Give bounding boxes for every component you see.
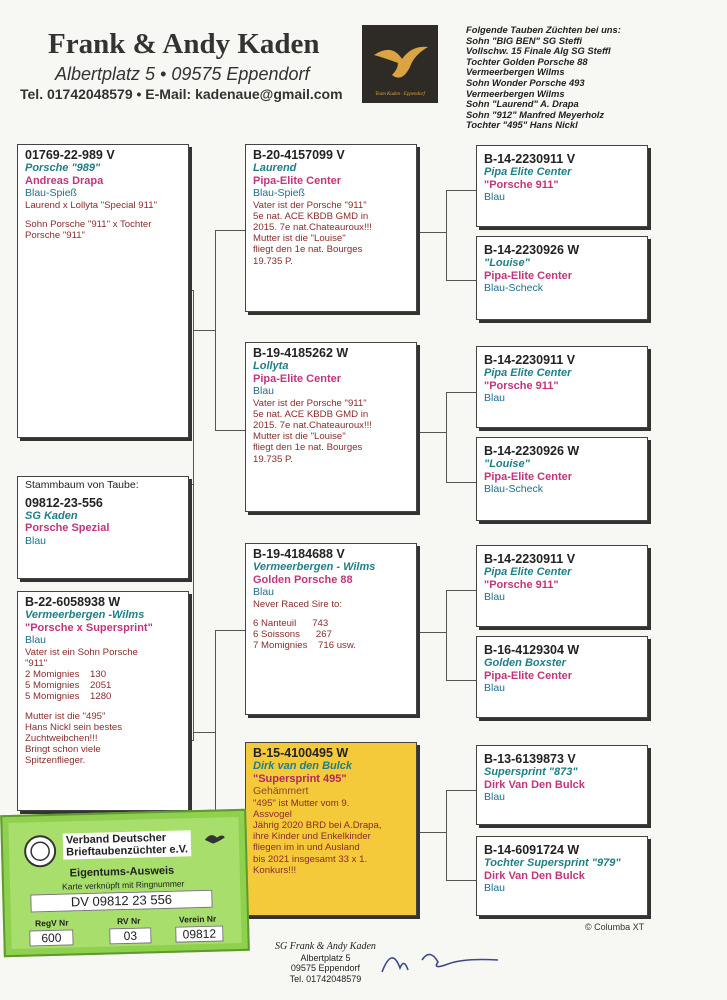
note-line: Sohn "BIG BEN" SG Steffi xyxy=(466,34,583,46)
pigeon-name: SG Kaden xyxy=(25,509,78,522)
description xyxy=(25,647,181,767)
breeder: Dirk Van Den Bulck xyxy=(484,778,585,791)
great-grandparent-card[interactable] xyxy=(476,636,648,718)
pigeon-name: Lollyta xyxy=(253,360,289,372)
note-line: Vollschw. 15 Finale Alg SG Steffl xyxy=(466,45,611,57)
desc-line: Assvogel xyxy=(253,808,292,820)
feather-color: Blau-Scheck xyxy=(484,483,543,495)
breeder: Pipa-Elite Center xyxy=(253,372,342,385)
connector xyxy=(418,432,447,433)
ring-number: B-14-2230926 W xyxy=(484,243,580,257)
description xyxy=(25,200,181,242)
verein-label: Verein Nr xyxy=(178,913,217,925)
feather-color: Blau xyxy=(484,191,506,203)
connector xyxy=(446,880,476,881)
desc-line: fliegt den 1e nat. Bourges xyxy=(253,442,363,454)
stamp-line: Albertplatz 5 xyxy=(300,952,351,963)
connector xyxy=(193,290,194,740)
svg-text:Team Kaden · Eppendorf: Team Kaden · Eppendorf xyxy=(375,92,425,97)
connector xyxy=(446,190,447,280)
breeder: Dirk Van Den Bulck xyxy=(484,869,585,882)
note-line: Vermeerbergen Wilms xyxy=(466,66,565,78)
grandmother-paternal-card[interactable] xyxy=(245,342,417,512)
desc-line: 2015. 7e nat.Chateauroux!!! xyxy=(253,221,372,233)
ring-number: 09812-23-556 xyxy=(25,495,103,510)
breeder: "Supersprint 495" xyxy=(253,772,347,785)
connector xyxy=(193,732,216,733)
desc-line: "495" ist Mutter vom 9. xyxy=(253,797,350,809)
desc-line: Vater ist der Porsche "911" xyxy=(253,397,367,409)
connector xyxy=(446,190,476,191)
ring-number: B-14-6091724 W xyxy=(484,843,580,857)
ring-number: B-20-4157099 V xyxy=(253,148,345,162)
team-logo xyxy=(362,25,438,103)
race-result: 6 Nanteuil 743 xyxy=(253,617,329,629)
rv-field: 03 xyxy=(109,927,151,944)
breeder: "Porsche 911" xyxy=(484,578,559,591)
great-grandparent-card[interactable] xyxy=(476,145,648,227)
description xyxy=(253,398,409,465)
feather-color: Blau xyxy=(484,591,506,603)
great-grandparent-card[interactable] xyxy=(476,236,648,320)
desc-line: fliegt den 1e nat. Bourges xyxy=(253,244,363,256)
great-grandparent-card[interactable] xyxy=(476,836,648,916)
breeder: Pipa-Elite Center xyxy=(484,669,573,682)
ring-number: B-14-2230911 V xyxy=(484,353,576,367)
pigeon-name: Vermeerbergen - Wilms xyxy=(253,561,376,573)
pigeon-name: Porsche "989" xyxy=(25,162,101,174)
note-line: Folgende Tauben Züchten bei uns: xyxy=(466,24,621,35)
connector xyxy=(215,230,245,231)
connector xyxy=(446,392,447,482)
ring-number: B-19-4184688 V xyxy=(253,547,345,561)
description xyxy=(253,798,409,876)
race-result: 5 Momignies 1280 xyxy=(25,691,112,703)
connector xyxy=(446,392,476,393)
race-result: 7 Momignies 716 usw. xyxy=(253,640,356,652)
pigeon-name: Pipa Elite Center xyxy=(484,566,572,578)
desc-line: Mutter ist die "Louise" xyxy=(253,233,346,245)
ring-number: B-22-6058938 W xyxy=(25,595,121,609)
pigeon-icon xyxy=(203,829,227,848)
desc-line: fliegen im in und Ausland xyxy=(253,842,360,854)
desc-line: Spitzenflieger. xyxy=(25,755,86,767)
ring-number: B-13-6139873 V xyxy=(484,752,576,766)
regv-label: RegV Nr xyxy=(34,917,69,929)
pigeon-name: Golden Boxster xyxy=(484,657,566,669)
desc-line: Zuchtweibchen!!! xyxy=(25,732,98,744)
race-result: 6 Soissons 267 xyxy=(253,628,332,640)
note-line: Tochter Golden Porsche 88 xyxy=(466,55,588,67)
vdb-seal-icon xyxy=(23,834,58,869)
desc-line: Mutter ist die "Louise" xyxy=(253,431,346,443)
desc-line: "911" xyxy=(25,657,48,669)
mother-card[interactable] xyxy=(17,591,189,811)
great-grandparent-card[interactable] xyxy=(476,545,648,627)
note-line: Sohn Wonder Porsche 493 xyxy=(466,76,585,88)
ring-number: B-15-4100495 W xyxy=(253,746,349,760)
pigeon-name: Vermeerbergen -Wilms xyxy=(25,609,145,621)
breeder: Porsche Spezial xyxy=(25,522,110,534)
org-name xyxy=(63,830,191,859)
feather-color: Blau-Spieß xyxy=(253,187,305,199)
pigeon-name: Tochter Supersprint "979" xyxy=(484,857,621,869)
breeder: Pipa-Elite Center xyxy=(253,174,342,187)
grandmother-maternal-card[interactable] xyxy=(245,742,417,916)
ring-number: B-14-2230911 V xyxy=(484,552,576,566)
connector xyxy=(418,632,447,633)
pigeon-name: Laurend xyxy=(253,162,297,174)
desc-line: bis 2021 insgesamt 33 x 1. xyxy=(253,853,368,865)
breeder: Pipa-Elite Center xyxy=(484,470,573,483)
regv-field: 600 xyxy=(29,929,73,946)
grandfather-paternal-card[interactable] xyxy=(245,144,417,312)
pigeon-name: Supersprint "873" xyxy=(484,766,578,778)
great-grandparent-card[interactable] xyxy=(476,437,648,521)
desc-line: Laurend x Lollyta "Special 911" xyxy=(25,199,157,211)
ring-number: B-16-4129304 W xyxy=(484,643,580,657)
connector xyxy=(215,630,216,830)
desc-line: Vater ist der Porsche "911" xyxy=(253,199,367,211)
ownership-card xyxy=(0,809,250,957)
connector xyxy=(418,232,447,233)
desc-line: Bringt schon viele xyxy=(25,744,101,756)
connector xyxy=(446,482,476,483)
feather-color: Blau xyxy=(484,882,506,894)
connector xyxy=(446,790,476,791)
ring-number-field: DV 09812 23 556 xyxy=(30,890,212,913)
feather-color: Blau xyxy=(484,682,506,694)
stamp-line: 09575 Eppendorf xyxy=(290,963,360,973)
feather-color: Blau-Scheck xyxy=(484,282,543,294)
pigeon-name: "Louise" xyxy=(484,257,530,269)
connector xyxy=(446,280,476,281)
breeder: Andreas Drapa xyxy=(25,174,104,187)
desc-line: 19.735 P. xyxy=(253,453,293,465)
org-line: Brieftaubenzüchter e.V. xyxy=(66,843,189,859)
breeder-name: Frank & Andy Kaden xyxy=(48,28,320,60)
signature-icon xyxy=(378,938,508,980)
feather-color: Blau xyxy=(253,586,275,598)
feather-color: Blau xyxy=(25,634,47,646)
breeder: "Porsche 911" xyxy=(484,178,559,191)
breeding-notes xyxy=(466,25,621,131)
footer-stamp xyxy=(275,942,376,984)
rv-label: RV Nr xyxy=(116,915,141,927)
ring-number: B-14-2230911 V xyxy=(484,152,576,166)
desc-line: Sohn Porsche "911" x Tochter xyxy=(25,218,152,230)
feather-color: Gehämmert xyxy=(253,785,309,797)
desc-line: 5e nat. ACE KBDB GMD in xyxy=(253,210,369,222)
connector xyxy=(418,832,447,833)
pigeon-name: "Louise" xyxy=(484,458,530,470)
connector xyxy=(193,330,216,331)
pigeon-name: Pipa Elite Center xyxy=(484,166,572,178)
ring-number: 01769-22-989 V xyxy=(25,148,115,162)
connector xyxy=(446,790,447,880)
desc-line: Mutter ist die "495" xyxy=(25,710,106,722)
feather-color: Blau xyxy=(25,534,47,547)
breeder: Pipa-Elite Center xyxy=(484,269,573,282)
desc-line: 19.735 P. xyxy=(253,255,293,267)
feather-color: Blau xyxy=(484,392,506,404)
grandfather-maternal-card[interactable] xyxy=(245,543,417,715)
connector xyxy=(215,430,245,431)
description xyxy=(253,200,409,267)
card-subtitle: Karte verknüpft mit Ringnummer xyxy=(61,878,185,892)
pedigree-label: Stammbaum von Taube: xyxy=(25,479,139,491)
bird-logo-icon xyxy=(362,25,438,103)
breeder-contact: Tel. 01742048579 • E-Mail: kadenaue@gmail.com xyxy=(20,86,343,102)
connector xyxy=(446,590,447,680)
card-title: Eigentums-Ausweis xyxy=(69,864,175,880)
copyright: © Columba XT xyxy=(585,922,645,932)
pigeon-name: Dirk van den Bulck xyxy=(253,760,353,772)
ring-number: B-14-2230926 W xyxy=(484,444,580,458)
feather-color: Blau-Spieß xyxy=(25,187,77,199)
subject-card[interactable] xyxy=(17,476,189,579)
breeder: "Porsche x Supersprint" xyxy=(25,621,153,634)
desc-line: Vater ist ein Sohn Porsche xyxy=(25,646,138,658)
org-line: Verband Deutscher xyxy=(65,831,167,847)
description xyxy=(253,599,409,652)
father-card[interactable] xyxy=(17,144,189,438)
great-grandparent-card[interactable] xyxy=(476,745,648,825)
connector xyxy=(446,680,476,681)
desc-line: ihre Kinder und Enkelkinder xyxy=(253,831,371,843)
connector xyxy=(446,590,476,591)
connector xyxy=(215,630,245,631)
note-line: Vermeerbergen Wilms xyxy=(466,87,565,99)
pigeon-name: Pipa Elite Center xyxy=(484,367,572,379)
race-result: 5 Momignies 2051 xyxy=(25,680,112,692)
great-grandparent-card[interactable] xyxy=(476,346,648,428)
desc-line: Porsche "911" xyxy=(25,229,85,241)
desc-line: Never Raced Sire to: xyxy=(253,598,343,610)
stamp-line: Tel. 01742048579 xyxy=(289,973,362,984)
feather-color: Blau xyxy=(484,791,506,803)
card-background xyxy=(8,817,241,949)
desc-line: Konkurs!!! xyxy=(253,864,297,876)
desc-line: Jährig 2020 BRD bei A.Drapa, xyxy=(253,819,382,831)
note-line: Sohn "912" Manfred Meyerholz xyxy=(466,108,605,120)
stamp-line: SG Frank & Andy Kaden xyxy=(275,941,376,952)
connector xyxy=(190,290,194,291)
note-line: Tochter "495" Hans Nickl xyxy=(466,119,578,131)
verein-field: 09812 xyxy=(175,925,223,942)
breeder: Golden Porsche 88 xyxy=(253,573,353,586)
desc-line: 5e nat. ACE KBDB GMD in xyxy=(253,408,369,420)
breeder-address: Albertplatz 5 • 09575 Eppendorf xyxy=(55,64,310,84)
breeder: "Porsche 911" xyxy=(484,379,559,392)
race-result: 2 Momignies 130 xyxy=(25,668,107,680)
feather-color: Blau xyxy=(253,385,275,397)
ring-number: B-19-4185262 W xyxy=(253,346,349,360)
desc-line: Hans Nickl sein bestes xyxy=(25,721,123,733)
note-line: Sohn "Laurend" A. Drapa xyxy=(466,98,579,110)
desc-line: 2015. 7e nat.Chateauroux!!! xyxy=(253,419,372,431)
